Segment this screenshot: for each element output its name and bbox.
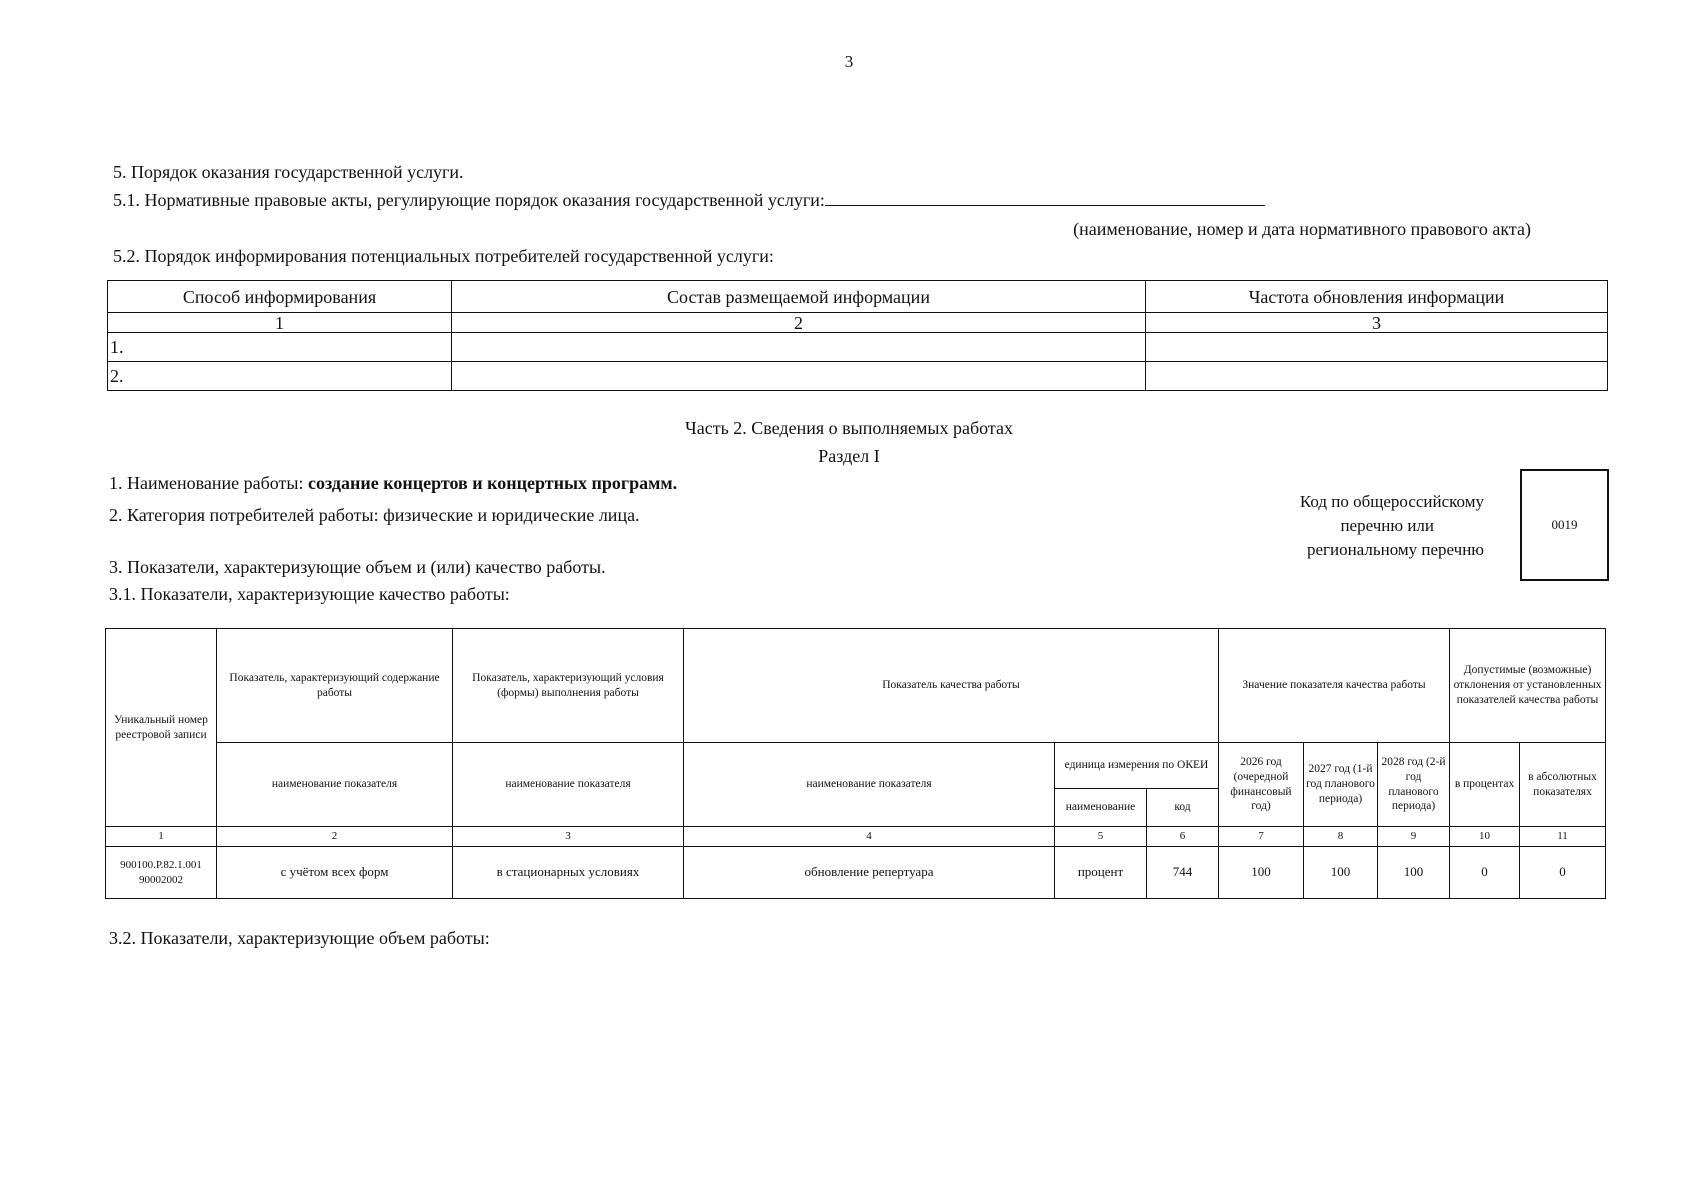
- row-frequency: [1146, 333, 1608, 362]
- acts-blank-line: [825, 191, 1265, 206]
- col-number: 2: [452, 313, 1146, 333]
- col-number: 1: [106, 827, 217, 847]
- header-name-quality: наименование показателя: [684, 743, 1055, 827]
- header-quality-value: Значение показателя качества работы: [1219, 629, 1450, 743]
- col-number: 11: [1520, 827, 1606, 847]
- quality-table-numbers: [106, 827, 1606, 847]
- cell-percent: 0: [1450, 847, 1520, 899]
- row-index: 2.: [108, 362, 452, 391]
- col-number: 4: [684, 827, 1055, 847]
- section-5-2-inform: 5.2. Порядок информирования потенциальных потребителей государственной услуги:: [113, 246, 774, 266]
- quality-title: 3.1. Показатели, характеризующие качество работы:: [109, 584, 510, 604]
- col-number: 3: [453, 827, 684, 847]
- row-frequency: [1146, 362, 1608, 391]
- code-label-line: региональному перечню: [1306, 540, 1484, 559]
- code-label-line: Код по общероссийскому: [1299, 492, 1484, 511]
- inform-table-numbers: [108, 313, 1608, 333]
- cell-unique-number: 900100.Р.82.1.001 90002002: [106, 847, 217, 899]
- cell-2028: 100: [1378, 847, 1450, 899]
- col-number: 7: [1219, 827, 1304, 847]
- cell-absolute: 0: [1520, 847, 1606, 899]
- section-title: Раздел I: [818, 446, 880, 466]
- indicators-title: 3. Показатели, характеризующие объем и (или) качество работы.: [109, 557, 606, 577]
- work-name: [109, 473, 677, 494]
- cell-unit-code: 744: [1147, 847, 1219, 899]
- table-row: [108, 333, 1608, 362]
- header-name-conditions: наименование показателя: [453, 743, 684, 827]
- inform-table: [107, 280, 1608, 391]
- consumer-category: 2. Категория потребителей работы: физические и юридические лица.: [109, 505, 640, 525]
- section-5-title: 5. Порядок оказания государственной услуги.: [113, 162, 464, 182]
- volume-title: 3.2. Показатели, характеризующие объем работы:: [109, 928, 490, 948]
- cell-content: с учётом всех форм: [217, 847, 453, 899]
- header-year-2028: 2028 год (2-й год планового периода): [1378, 743, 1450, 827]
- col-number: 5: [1055, 827, 1147, 847]
- cell-conditions: в стационарных условиях: [453, 847, 684, 899]
- row-content: [452, 362, 1146, 391]
- col-number: 2: [217, 827, 453, 847]
- cell-2026: 100: [1219, 847, 1304, 899]
- col-number: 8: [1304, 827, 1378, 847]
- cell-unit-name: процент: [1055, 847, 1147, 899]
- header-conditions-indicator: Показатель, характеризующий условия (формы) выполнения работы: [453, 629, 684, 743]
- row-content: [452, 333, 1146, 362]
- col-number: 9: [1378, 827, 1450, 847]
- table-row: [106, 847, 1606, 899]
- col-number: 3: [1146, 313, 1608, 333]
- header-content: Состав размещаемой информации: [452, 281, 1146, 313]
- header-unit-name: наименование: [1055, 789, 1147, 827]
- header-content-indicator: Показатель, характеризующий содержание работы: [217, 629, 453, 743]
- header-absolute: в абсолютных показателях: [1520, 743, 1606, 827]
- quality-table: [105, 628, 1606, 899]
- header-unique-number: Уникальный номер реестровой записи: [106, 629, 217, 827]
- work-name-label: 1. Наименование работы:: [109, 473, 309, 493]
- col-number: 6: [1147, 827, 1219, 847]
- col-number: 10: [1450, 827, 1520, 847]
- work-name-value: создание концертов и концертных программ.: [308, 473, 678, 493]
- acts-hint: (наименование, номер и дата нормативного правового акта): [1073, 219, 1531, 239]
- section-5-1-acts: [113, 190, 1265, 211]
- header-percent: в процентах: [1450, 743, 1520, 827]
- header-unit-code: код: [1147, 789, 1219, 827]
- header-year-2026: 2026 год (очередной финансовый год): [1219, 743, 1304, 827]
- part-2-title: Часть 2. Сведения о выполняемых работах: [685, 418, 1013, 438]
- row-index: 1.: [108, 333, 452, 362]
- col-number: 1: [108, 313, 452, 333]
- code-box: 0019: [1520, 469, 1609, 581]
- acts-label: 5.1. Нормативные правовые акты, регулирующие порядок оказания государственной услуги:: [113, 190, 825, 210]
- cell-2027: 100: [1304, 847, 1378, 899]
- header-unit: единица измерения по ОКЕИ: [1055, 743, 1219, 789]
- code-label-line: перечню или: [1340, 516, 1434, 535]
- page-number: 3: [844, 52, 854, 71]
- header-frequency: Частота обновления информации: [1146, 281, 1608, 313]
- header-name-content: наименование показателя: [217, 743, 453, 827]
- code-label: [1224, 490, 1484, 562]
- inform-table-header: [108, 281, 1608, 313]
- cell-quality-name: обновление репертуара: [684, 847, 1055, 899]
- quality-table-header-2: [106, 743, 1606, 789]
- header-quality-indicator: Показатель качества работы: [684, 629, 1219, 743]
- quality-table-header-1: [106, 629, 1606, 743]
- header-deviation: Допустимые (возможные) отклонения от установленных показателей качества работы: [1450, 629, 1606, 743]
- header-year-2027: 2027 год (1-й год планового периода): [1304, 743, 1378, 827]
- table-row: [108, 362, 1608, 391]
- header-method: Способ информирования: [108, 281, 452, 313]
